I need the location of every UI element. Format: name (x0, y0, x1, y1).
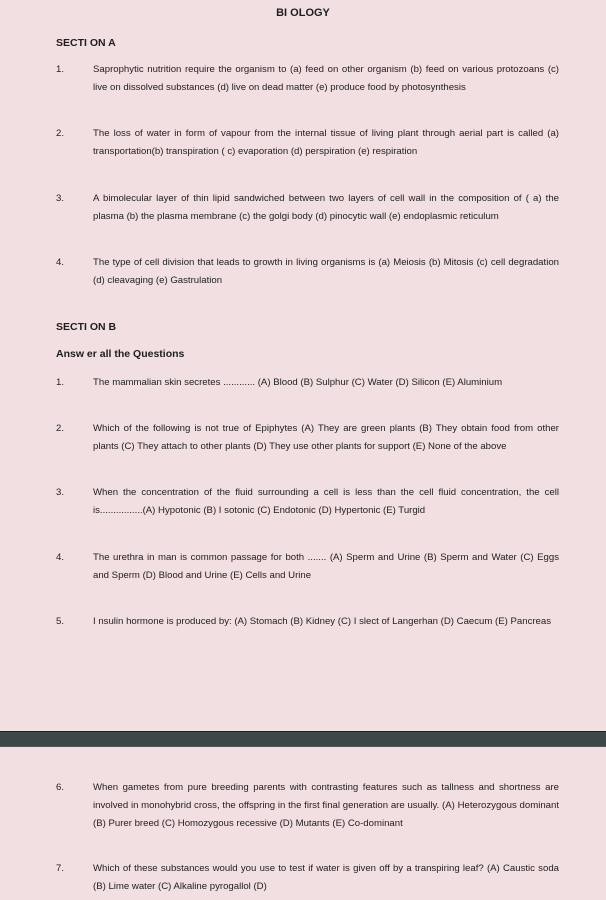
question-a3 (56, 190, 559, 226)
question-number: 6. (56, 782, 65, 793)
question-number: 4. (56, 257, 65, 268)
question-b5 (56, 613, 559, 631)
question-text: The type of cell division that leads to growth in living organisms is (a) Meiosis (b) Mitosis (c) cell degradation (d) cleavaging (e) Gastrulation (93, 257, 559, 286)
question-number: 3. (56, 487, 65, 498)
section-b-heading: SECTI ON B (56, 321, 117, 333)
question-a4 (56, 254, 559, 290)
document-title: BI OLOGY (276, 7, 330, 19)
question-text: When the concentration of the fluid surrounding a cell is less than the cell fluid concentration, the cell is................(A) Hypotonic (B) I sotonic (C) Endotonic (D) Hypertonic (E) Turgid (93, 487, 559, 516)
question-number: 2. (56, 128, 65, 139)
question-text: Saprophytic nutrition require the organism to (a) feed on other organism (b) feed on various protozoans (c) live on dissolved substances (d) live on dead matter (e) produce food by photosynthesis (93, 64, 559, 93)
question-b1 (56, 374, 559, 392)
question-number: 2. (56, 423, 65, 434)
question-b4 (56, 549, 559, 585)
question-text: A bimolecular layer of thin lipid sandwiched between two layers of cell wall in the composition of ( a) the plasma (b) the plasma membrane (c) the golgi body (d) pinocytic wall (e) endoplasmic reticulum (93, 193, 559, 222)
question-text: I nsulin hormone is produced by: (A) Stomach (B) Kidney (C) I slect of Langerhan (D) Caecum (E) Pancreas (93, 616, 552, 627)
question-text: The loss of water in form of vapour from the internal tissue of living plant through aerial part is called (a) transportation(b) transpiration ( c) evaporation (d) perspiration (e) respiration (93, 128, 559, 157)
section-b-instruction: Answ er all the Questions (56, 348, 185, 360)
question-a1 (56, 61, 559, 97)
question-text: Which of the following is not true of Epiphytes (A) They are green plants (B) They obtain food from other plants (C) They attach to other plants (D) They use other plants for support (E) None of the above (93, 423, 559, 452)
question-text: Which of these substances would you use to test if water is given off by a transpiring leaf? (A) Caustic soda (B) Lime water (C) Alkaline pyrogallol (D) (93, 863, 559, 892)
question-number: 1. (56, 377, 65, 388)
question-text: The urethra in man is common passage for both ....... (A) Sperm and Urine (B) Sperm and Water (C) Eggs and Sperm (D) Blood and Urine (E) Cells and Urine (93, 552, 559, 581)
question-b7 (56, 860, 559, 896)
question-a2 (56, 125, 559, 161)
question-text: The mammalian skin secretes ............ (A) Blood (B) Sulphur (C) Water (D) Silicon (E) Aluminium (93, 377, 503, 388)
question-b6 (56, 779, 559, 833)
question-number: 1. (56, 64, 65, 75)
question-number: 3. (56, 193, 65, 204)
question-number: 5. (56, 616, 65, 627)
question-b3 (56, 484, 559, 520)
question-b2 (56, 420, 559, 456)
section-a-heading: SECTI ON A (56, 37, 116, 49)
question-text: When gametes from pure breeding parents with contrasting features such as tallness and shortness are involved in monohybrid cross, the offspring in the first final generation are usually. (A) Heterozygous dominant (B) Purer breed (C) Homozygous recessive (D) Mutants (E) Co-dominant (93, 782, 559, 829)
question-number: 4. (56, 552, 65, 563)
question-number: 7. (56, 863, 65, 874)
page-separator (0, 731, 606, 747)
